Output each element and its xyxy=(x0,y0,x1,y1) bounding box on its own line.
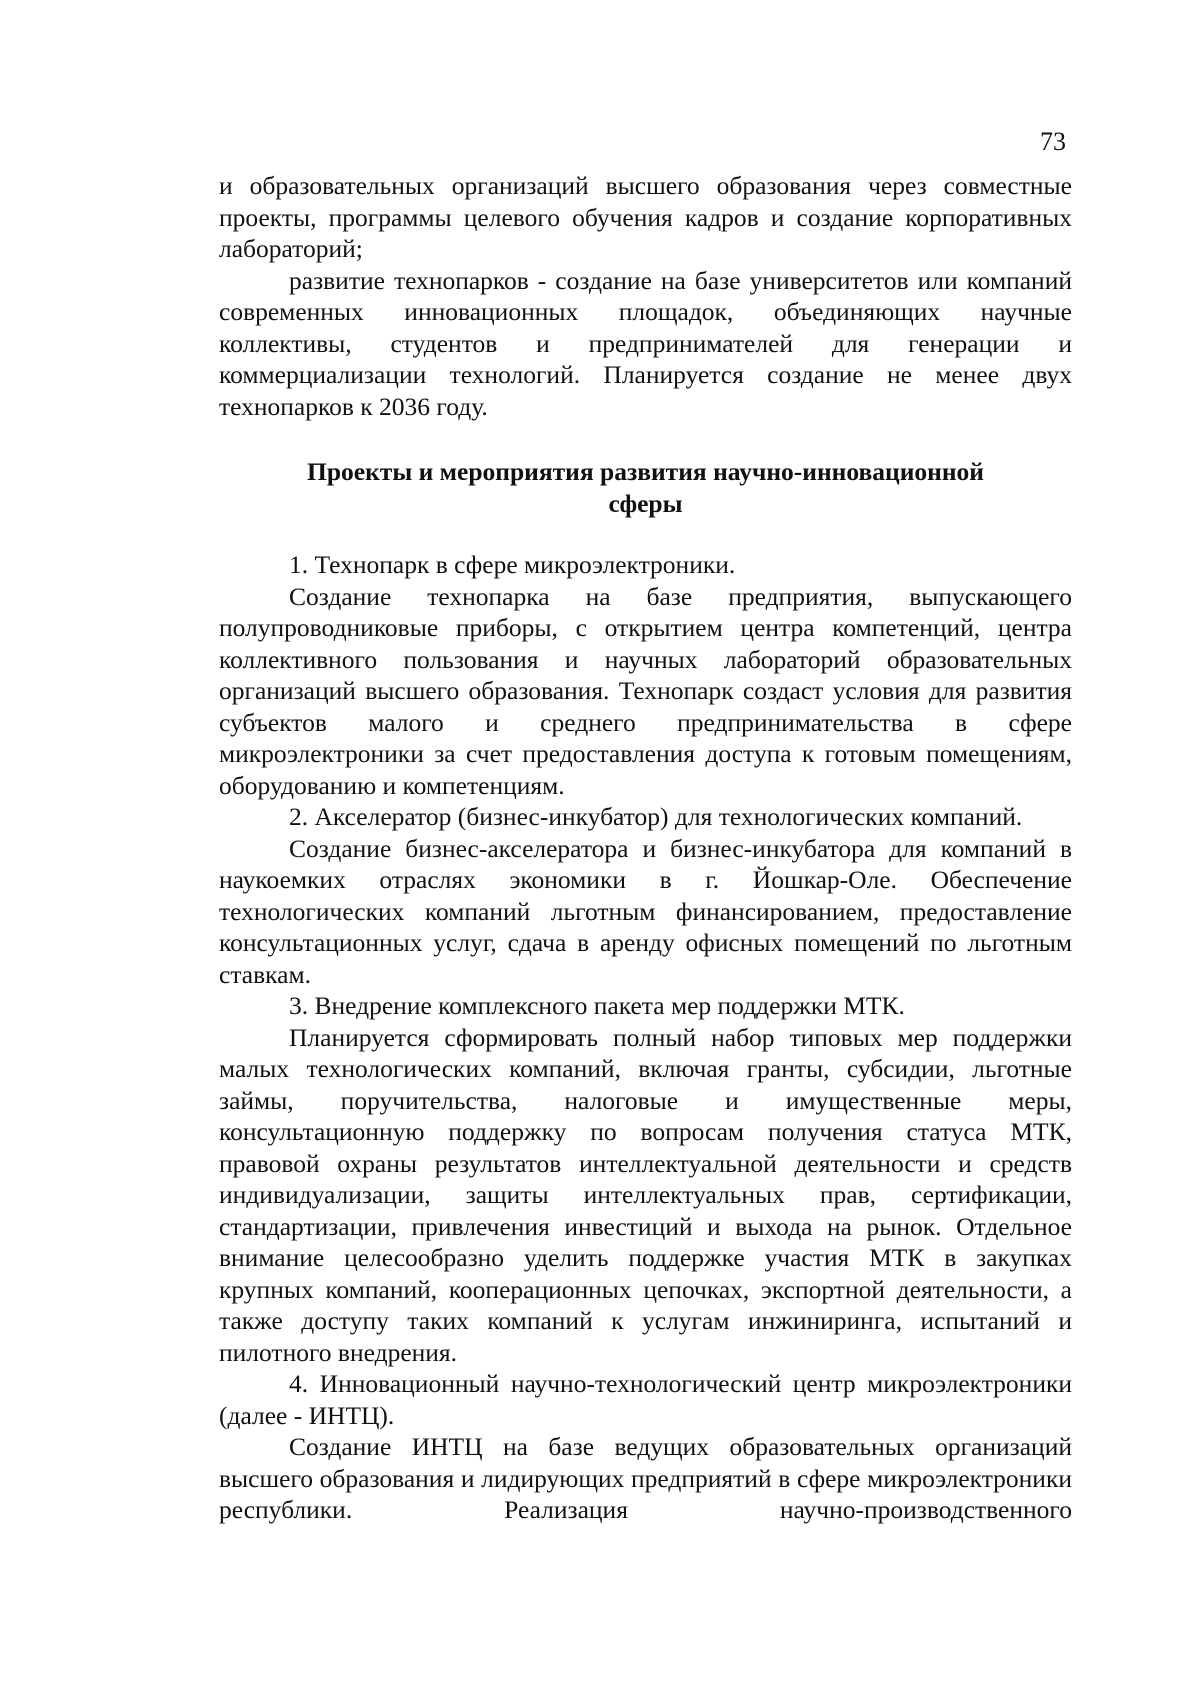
page-number: 73 xyxy=(1040,127,1066,156)
document-body xyxy=(219,170,1072,1526)
item-3-title: 3. Внедрение комплексного пакета мер поддержки МТК. xyxy=(289,991,905,1020)
item-2-title: 2. Акселератор (бизнес-инкубатор) для технологических компаний. xyxy=(289,802,1023,831)
paragraph-technoparks: развитие технопарков - создание на базе университетов или компаний современных инновационных площадок, объединяющих научные коллективы, студентов и предпринимателей для генерации и коммерциализации технологий. Планируется создание не менее двух технопарков к 2036 году. xyxy=(219,265,1072,421)
item-1-title: 1. Технопарк в сфере микроэлектроники. xyxy=(289,550,736,579)
item-1-text: Создание технопарка на базе предприятия, выпускающего полупроводниковые приборы, с открытием центра компетенций, центра коллективного пользования и научных лабораторий образовательных организаций высшего образования. Технопарк создаст условия для развития субъектов малого и среднего предпринимательства в сфере микроэлектроники за счет предоставления доступа к готовым помещениям, оборудованию и компетенциям. xyxy=(219,581,1072,800)
paragraph-continuation: и образовательных организаций высшего образования через совместные проекты, программы целевого обучения кадров и создание корпоративных лабораторий; xyxy=(219,171,1072,263)
section-heading: Проекты и мероприятия развития научно-инновационной сферы xyxy=(307,457,984,518)
item-4-text: Создание ИНТЦ на базе ведущих образовательных организаций высшего образования и лидирующих предприятий в сфере микроэлектроники республики. Реализация научно-производственного xyxy=(219,1432,1072,1524)
item-2-text: Создание бизнес-акселератора и бизнес-инкубатора для компаний в наукоемких отраслях экономики в г. Йошкар-Оле. Обеспечение технологических компаний льготным финансированием, предоставление консультационных услуг, сдача в аренду офисных помещений по льготным ставкам. xyxy=(219,833,1072,989)
item-4-title: 4. Инновационный научно-технологический центр микроэлектроники (далее - ИНТЦ). xyxy=(219,1369,1072,1430)
item-3-text: Планируется сформировать полный набор типовых мер поддержки малых технологических компаний, включая гранты, субсидии, льготные займы, поручительства, налоговые и имущественные меры, консультационную поддержку по вопросам получения статуса МТК, правовой охраны результатов интеллектуальной деятельности и средств индивидуализации, защиты интеллектуальных прав, сертификации, стандартизации, привлечения инвестиций и выхода на рынок. Отдельное внимание целесообразно уделить поддержке участия МТК в закупках крупных компаний, кооперационных цепочках, экспортной деятельности, а также доступу таких компаний к услугам инжиниринга, испытаний и пилотного внедрения. xyxy=(219,1022,1072,1367)
